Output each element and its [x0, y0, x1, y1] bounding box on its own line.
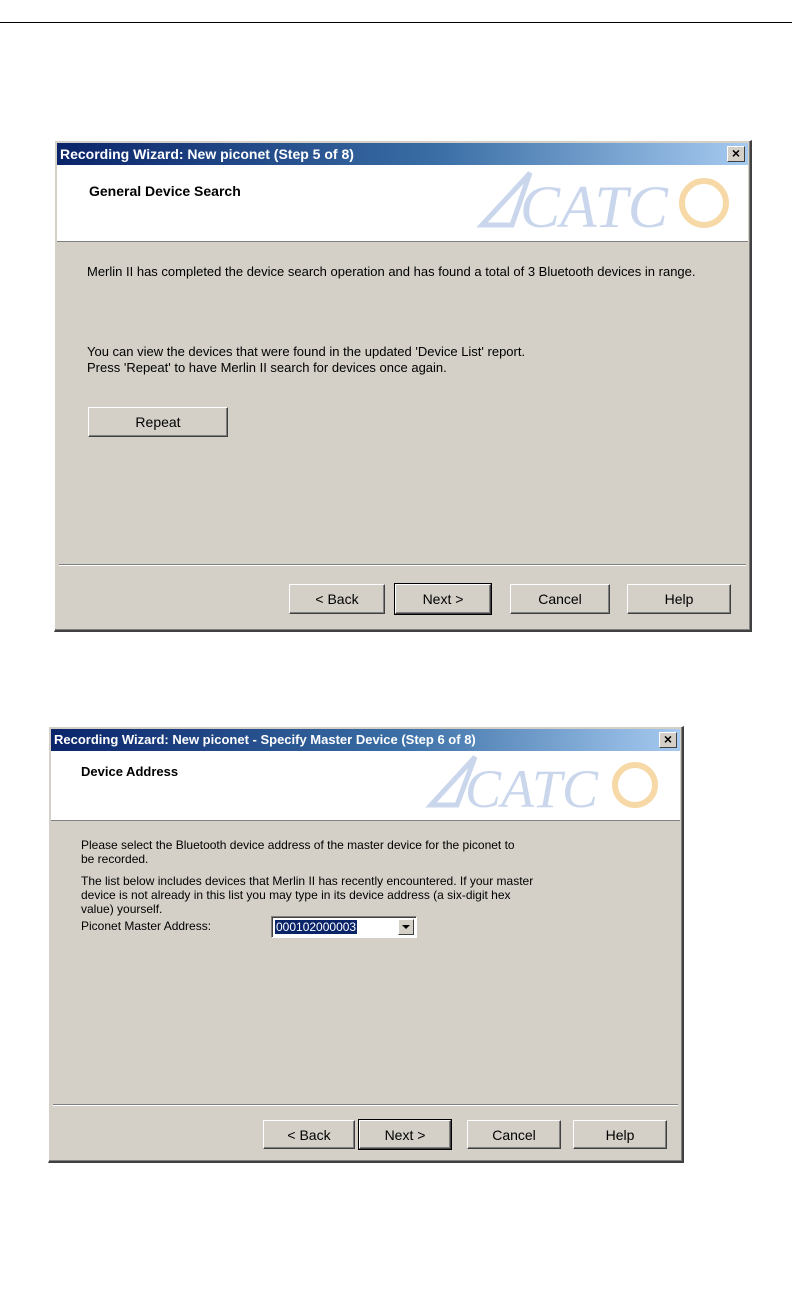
- footer-separator: [53, 1104, 678, 1106]
- search-result-text: Merlin II has completed the device search operation and has found a total of 3 Bluetooth devices in range.: [87, 264, 696, 279]
- list-description-text: The list below includes devices that Merlin II has recently encountered. If your master device is not already in this list you may type in its device address (a six-digit hex value) yourself.: [81, 874, 534, 916]
- back-button[interactable]: < Back: [263, 1120, 355, 1149]
- footer-separator: [59, 564, 746, 566]
- title-bar[interactable]: [51, 729, 680, 751]
- help-button[interactable]: Help: [573, 1120, 667, 1149]
- title-bar[interactable]: [57, 143, 748, 165]
- window-title: Recording Wizard: New piconet - Specify Master Device (Step 6 of 8): [54, 732, 476, 747]
- wizard-header: [57, 165, 748, 242]
- header-title: General Device Search: [89, 183, 241, 199]
- catc-logo-icon: [421, 751, 671, 820]
- wizard-dialog-step6: [48, 726, 684, 1163]
- page-top-rule: [0, 22, 792, 23]
- repeat-button[interactable]: Repeat: [88, 407, 228, 437]
- cancel-button[interactable]: Cancel: [510, 584, 610, 614]
- instruction-text: Please select the Bluetooth device address of the master device for the piconet to be recorded.: [81, 838, 515, 866]
- close-icon[interactable]: ×: [659, 732, 677, 748]
- device-list-text: You can view the devices that were found in the updated 'Device List' report.: [87, 344, 526, 359]
- chevron-down-icon[interactable]: [398, 919, 414, 935]
- close-icon[interactable]: ×: [727, 146, 745, 162]
- logo-text: CATC: [465, 759, 599, 819]
- window-title: Recording Wizard: New piconet (Step 5 of 8): [60, 146, 354, 162]
- next-button[interactable]: Next >: [359, 1120, 451, 1149]
- cancel-button[interactable]: Cancel: [467, 1120, 561, 1149]
- catc-logo-icon: [472, 165, 742, 241]
- master-address-combo[interactable]: [271, 916, 417, 938]
- wizard-header: [51, 751, 680, 821]
- master-address-value[interactable]: 000102000003: [276, 920, 357, 934]
- header-title: Device Address: [81, 764, 179, 779]
- back-button[interactable]: < Back: [289, 584, 385, 614]
- logo-text: CATC: [520, 174, 668, 240]
- repeat-hint-text: Press 'Repeat' to have Merlin II search for devices once again.: [87, 360, 447, 375]
- help-button[interactable]: Help: [627, 584, 731, 614]
- master-address-label: Piconet Master Address:: [81, 919, 212, 933]
- next-button[interactable]: Next >: [395, 584, 491, 614]
- wizard-dialog-step5: [54, 140, 752, 632]
